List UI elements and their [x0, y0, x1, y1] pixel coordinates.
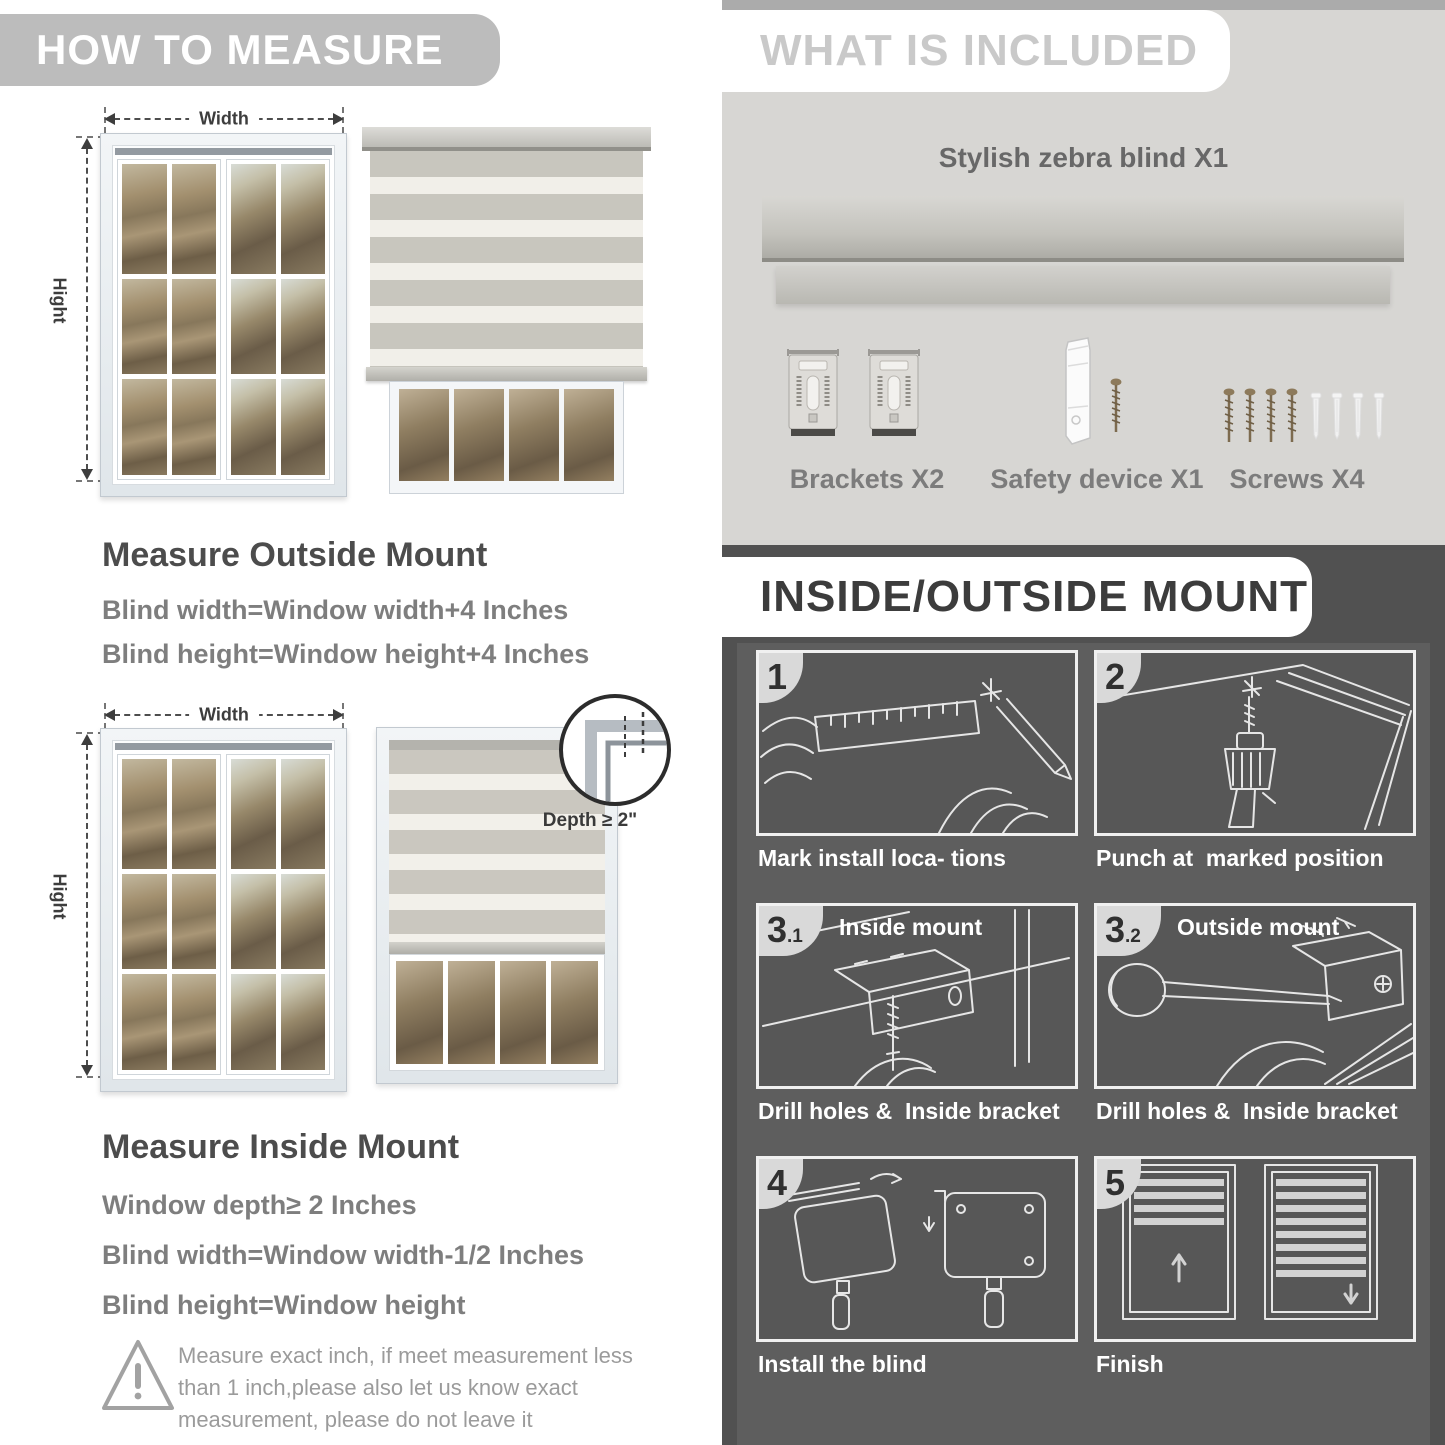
window-pane	[231, 379, 276, 475]
step-number-badge: 3.1	[759, 906, 823, 956]
blind-underrail-photo	[776, 266, 1390, 304]
inside-outside-mount-header: INSIDE/OUTSIDE MOUNT	[722, 557, 1312, 637]
window-pane	[172, 974, 217, 1070]
step-caption-2: Punch at marked position	[1096, 845, 1384, 871]
depth-label: Depth ≥ 2"	[542, 810, 638, 831]
width-label: Width	[189, 705, 259, 726]
zebra-blind-count-label: Stylish zebra blind X1	[938, 142, 1229, 173]
window-pane	[564, 389, 614, 481]
step-number-badge: 4	[759, 1159, 803, 1209]
width-arrow-inside	[104, 706, 344, 724]
how-to-measure-header: HOW TO MEASURE	[0, 14, 500, 86]
window-pane	[122, 874, 167, 970]
note-line: measurement, please do not leave it	[178, 1407, 533, 1432]
formula-line: Blind height=Window height	[102, 1290, 466, 1320]
window-pane	[281, 874, 326, 970]
window-photo-outside	[100, 133, 347, 497]
depth-magnifier-icon	[559, 694, 671, 806]
window-pane	[500, 961, 547, 1064]
inside-mount-formulas	[102, 1180, 584, 1330]
window-pane	[122, 379, 167, 475]
window-pane	[454, 389, 504, 481]
step-caption-4: Install the blind	[758, 1351, 927, 1377]
window-pane	[122, 974, 167, 1070]
window-pane	[122, 279, 167, 375]
step-caption-5: Finish	[1096, 1351, 1164, 1377]
window-pane	[281, 759, 326, 869]
step-panel-3-1	[756, 903, 1078, 1089]
height-label-inside: Hight	[49, 873, 70, 920]
blind-cassette	[362, 127, 651, 151]
screws-icon	[1223, 388, 1299, 451]
window-pane	[231, 164, 276, 274]
window-pane	[281, 279, 326, 375]
screw-icon	[1110, 378, 1122, 441]
window-pane	[122, 164, 167, 274]
blind-bottom-rail	[366, 367, 647, 381]
outside-mount-formulas	[102, 588, 589, 676]
blind-fabric-stripes	[370, 151, 643, 367]
step-number-badge: 5	[1097, 1159, 1141, 1209]
window-pane	[231, 874, 276, 970]
arrowhead-down-icon	[81, 469, 93, 480]
window-pane	[172, 379, 217, 475]
step2-illustration	[1097, 653, 1413, 833]
blind-headrail-photo	[762, 196, 1404, 262]
step-caption-3-2: Drill holes & Inside bracket	[1096, 1098, 1398, 1124]
mount-instructions-section	[722, 545, 1445, 1445]
arrowhead-right-icon	[333, 113, 344, 125]
step-number-badge: 3.2	[1097, 906, 1161, 956]
width-label: Width	[189, 109, 259, 130]
arrowhead-down-icon	[81, 1065, 93, 1076]
window-pane	[281, 379, 326, 475]
step5-illustration	[1097, 1159, 1413, 1339]
note-line: Measure exact inch, if meet measurement less	[178, 1343, 633, 1368]
formula-line: Blind width=Window width+4 Inches	[102, 595, 569, 625]
window-pane	[172, 279, 217, 375]
right-column	[722, 0, 1445, 1445]
arrowhead-right-icon	[333, 709, 344, 721]
inside-mount-label: Inside mount	[839, 914, 983, 940]
window-behind-blind	[389, 381, 624, 494]
what-is-included-section	[722, 0, 1445, 545]
window-sash-right	[226, 159, 330, 480]
step-panel-2	[1094, 650, 1416, 836]
window-pane	[509, 389, 559, 481]
window-head-bar	[115, 148, 332, 155]
wall-anchors-icon	[1310, 392, 1386, 447]
outside-mount-label: Outside mount	[1177, 914, 1340, 940]
step-panel-4	[756, 1156, 1078, 1342]
safety-device-label: Safety device X1	[990, 464, 1204, 494]
dashed-line	[86, 744, 88, 1066]
window-pane	[281, 164, 326, 274]
bracket-icon	[865, 346, 923, 443]
formula-line: Blind width=Window width-1/2 Inches	[102, 1240, 585, 1270]
window-pane	[448, 961, 495, 1064]
formula-line: Blind height=Window height+4 Inches	[102, 639, 590, 669]
window-pane	[122, 759, 167, 869]
width-arrow-outside	[104, 110, 344, 128]
height-label-outside: Hight	[49, 277, 70, 324]
step-panel-5	[1094, 1156, 1416, 1342]
outside-mount-title: Measure Outside Mount	[102, 536, 488, 574]
window-inner-frame	[112, 145, 335, 485]
height-arrow-outside	[78, 138, 96, 480]
window-head-bar	[115, 743, 332, 750]
step1-illustration	[759, 653, 1075, 833]
step-number-badge: 2	[1097, 653, 1141, 703]
window-pane	[396, 961, 443, 1064]
dashed-line	[86, 148, 88, 470]
arrowhead-up-icon	[81, 138, 93, 149]
step-caption-1: Mark install loca- tions	[758, 845, 1006, 871]
arrowhead-up-icon	[81, 734, 93, 745]
top-strip	[722, 0, 1445, 10]
window-sash-left	[117, 159, 221, 480]
bracket-icon	[784, 346, 842, 443]
step-panel-3-2	[1094, 903, 1416, 1089]
window-pane	[172, 759, 217, 869]
window-pane	[281, 974, 326, 1070]
window-pane	[172, 164, 217, 274]
window-photo-inside	[100, 728, 347, 1092]
window-sashes	[113, 750, 334, 1079]
window-pane	[172, 874, 217, 970]
step-panel-1	[756, 650, 1078, 836]
window-sash-left	[117, 754, 221, 1075]
measurement-note	[178, 1340, 633, 1436]
blind-bottom-rail	[389, 942, 605, 954]
zebra-blind-outside-photo	[362, 127, 651, 494]
window-inner-frame	[112, 740, 335, 1080]
what-is-included-header: WHAT IS INCLUDED	[722, 10, 1230, 92]
window-pane	[231, 759, 276, 869]
arrowhead-left-icon	[104, 113, 115, 125]
step4-illustration	[759, 1159, 1075, 1339]
inside-mount-title: Measure Inside Mount	[102, 1128, 460, 1166]
step-caption-3-1: Drill holes & Inside bracket	[758, 1098, 1060, 1124]
window-pane	[551, 961, 598, 1064]
screws-label: Screws X4	[1229, 464, 1365, 494]
window-behind-blind	[389, 954, 605, 1071]
note-line: than 1 inch,please also let us know exact	[178, 1375, 578, 1400]
window-pane	[231, 974, 276, 1070]
warning-triangle-icon	[100, 1334, 176, 1416]
window-pane	[399, 389, 449, 481]
window-sash-right	[226, 754, 330, 1075]
height-arrow-inside	[78, 734, 96, 1076]
brackets-label: Brackets X2	[789, 464, 945, 494]
step-number-badge: 1	[759, 653, 803, 703]
formula-line: Window depth≥ 2 Inches	[102, 1190, 417, 1220]
window-pane	[231, 279, 276, 375]
window-sashes	[113, 155, 334, 484]
arrowhead-left-icon	[104, 709, 115, 721]
safety-device-icon	[1062, 336, 1094, 453]
